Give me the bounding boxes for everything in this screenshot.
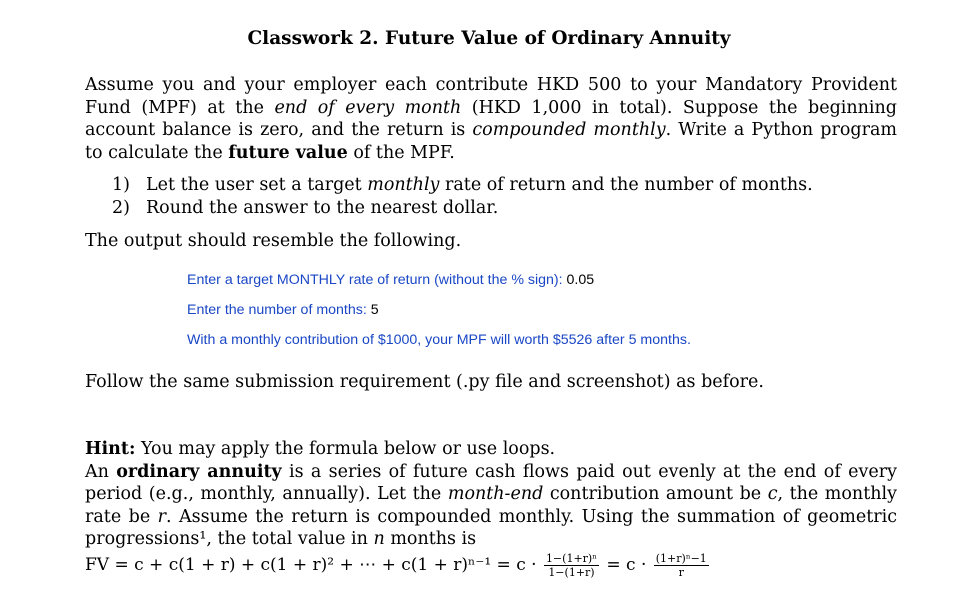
intro-text: of the MPF. xyxy=(347,142,455,163)
hint-text: , the monthly rate be xyxy=(85,484,897,527)
hint-bold: ordinary annuity xyxy=(116,461,282,482)
submission-note: Follow the same submission requirement (.py file and screenshot) as before. xyxy=(85,372,764,392)
fraction-numerator: 1−(1+r)ⁿ xyxy=(545,552,597,565)
list-text: Let the user set a target xyxy=(146,175,368,195)
hint-text: You may apply the formula below or use loops. xyxy=(135,439,556,459)
sample-output-line-2 xyxy=(187,302,379,318)
list-number: 2) xyxy=(112,198,130,218)
hint-paragraph xyxy=(85,438,897,551)
page-title: Classwork 2. Future Value of Ordinary Annuity xyxy=(247,28,731,49)
list-item xyxy=(112,197,892,220)
intro-bold: future value xyxy=(228,142,348,163)
requirements-list xyxy=(112,174,892,220)
sample-result: With a monthly contribution of $1000, your MPF will worth $5526 after 5 months. xyxy=(187,332,691,348)
intro-text: Assume you and your employer each contribute HKD 500 to your Mandatory Provident Fund (MPF) at the xyxy=(85,75,897,118)
hint-label: Hint: xyxy=(85,439,136,459)
hint-var: n xyxy=(373,529,385,549)
list-text: rate of return and the number of months. xyxy=(439,175,813,195)
formula-fraction-2 xyxy=(654,552,709,579)
sample-output-line-3 xyxy=(187,332,691,348)
hint-text: An xyxy=(85,461,117,482)
fraction-numerator: (1+r)ⁿ−1 xyxy=(655,552,707,565)
list-item xyxy=(112,174,892,197)
list-emphasis: monthly xyxy=(367,175,440,195)
hint-text: contribution amount be xyxy=(543,484,768,504)
list-text: Round the answer to the nearest dollar. xyxy=(146,198,499,218)
hint-text: . Assume the return is compounded monthly. Using the summation of geometric progressions¹, the total value in xyxy=(85,506,897,549)
intro-text: . Write a Python program to calculate the xyxy=(85,120,897,163)
fraction-denominator: 1−(1+r) xyxy=(548,566,595,579)
sample-input: 5 xyxy=(370,302,379,318)
formula-expression: FV = c + c(1 + r) + c(1 + r)² + ⋯ + c(1 + r)ⁿ⁻¹ = c · xyxy=(85,555,542,575)
formula-expression: = c · xyxy=(600,555,652,575)
sample-output-line-1 xyxy=(187,272,594,288)
intro-emphasis: compounded monthly xyxy=(472,120,666,140)
sample-prompt: Enter the number of months: xyxy=(187,302,371,318)
hint-emphasis: month-end xyxy=(447,484,544,504)
fraction-denominator: r xyxy=(678,566,684,579)
intro-paragraph xyxy=(85,74,897,164)
hint-text: is a series of future cash flows paid out evenly at the end of every period (e.g., monthly, annually). Let the xyxy=(85,461,897,504)
intro-emphasis: end of every month xyxy=(274,97,462,118)
hint-var: r xyxy=(157,506,166,527)
fv-formula xyxy=(85,552,711,579)
hint-var: c xyxy=(767,484,778,504)
intro-text: (HKD 1,000 in total). Suppose the beginning account balance is zero, and the return is xyxy=(85,97,897,140)
formula-fraction-1 xyxy=(544,552,599,579)
sample-prompt: Enter a target MONTHLY rate of return (without the % sign): xyxy=(187,272,567,288)
hint-text: months is xyxy=(384,529,477,549)
list-number: 1) xyxy=(112,175,130,195)
sample-input: 0.05 xyxy=(566,272,595,288)
output-intro: The output should resemble the following. xyxy=(85,231,462,251)
